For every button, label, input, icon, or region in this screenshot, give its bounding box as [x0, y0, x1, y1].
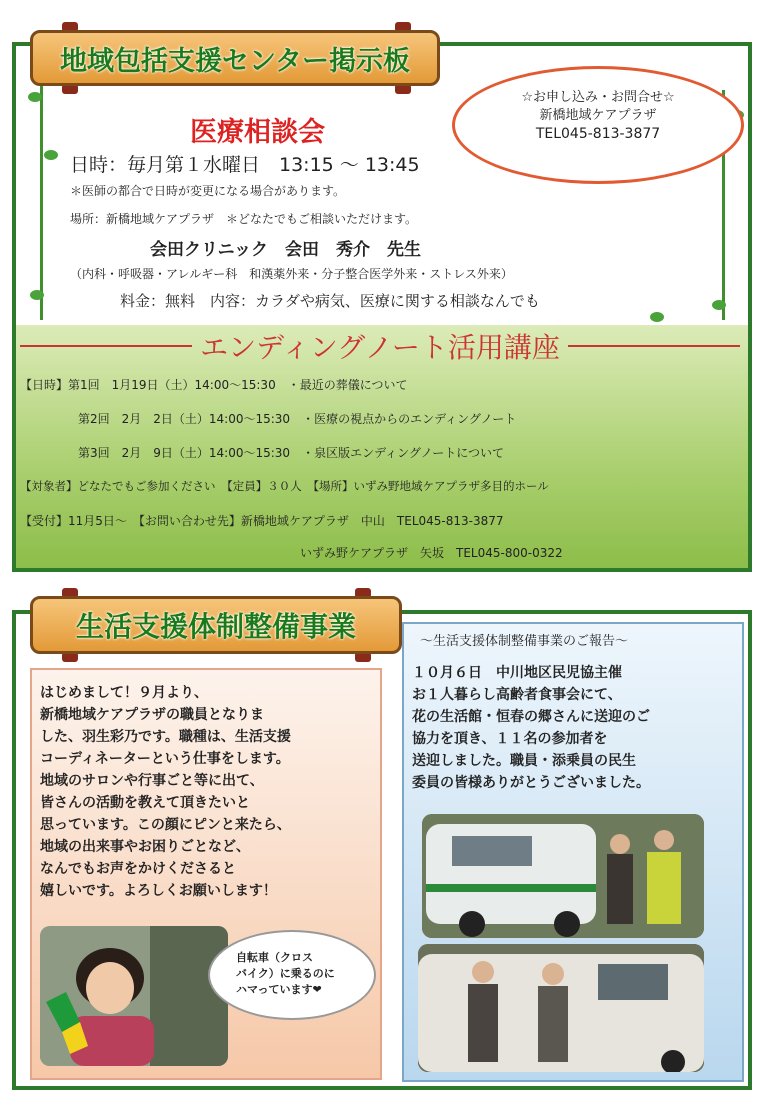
intro-line: した、羽生彩乃です。職種は、生活支援 — [40, 729, 291, 745]
contact-phone: TEL045-813-3877 — [535, 126, 661, 142]
van-photo-1 — [422, 814, 704, 938]
consultation-place: 場所：新橋地域ケアプラザ ＊どなたでもご相談いただけます。 — [70, 212, 418, 226]
intro-line: 地域の出来事やお困りごとなど、 — [40, 839, 250, 855]
ending-target: 【対象者】どなたでもご参加ください 【定員】３０人 【場所】いずみ野地域ケアプラザ多目的ホール — [20, 479, 549, 493]
intro-text — [40, 682, 380, 902]
intro-line: はじめまして！９月より、 — [40, 685, 208, 701]
ending-note-title-text: エンディングノート活用講座 — [200, 331, 560, 364]
report-line: １０月６日 中川地区民児協主催 — [412, 665, 622, 681]
consultation-title: 医療相談会 — [190, 117, 325, 148]
ending-schedule-3: 第3回 2月 9日（土）14:00～15:30 ・泉区版エンディングノートについて — [78, 446, 505, 460]
speech-bubble — [208, 930, 376, 1020]
consultation-doctor: 会田クリニック 会田 秀介 先生 — [150, 240, 421, 260]
consultation-date: 日時：毎月第１水曜日 13:15 ～ 13:45 — [70, 154, 420, 176]
consultation-departments: （内科・呼吸器・アレルギー科 和漢薬外来・分子整合医学外来・ストレス外来） — [70, 267, 513, 281]
bulletin-banner-title: 地域包括支援センター掲示板 — [30, 30, 440, 86]
leaf-icon — [44, 150, 58, 160]
ending-reception-2: いずみ野ケアプラザ 矢坂 TEL045-800-0322 — [300, 546, 563, 560]
van-photo-2-illustration — [418, 944, 704, 1072]
report-line: 委員の皆様ありがとうございました。 — [412, 775, 650, 791]
intro-line: 皆さんの活動を教えて頂きたいと — [40, 795, 250, 811]
ending-note-title — [20, 326, 740, 366]
contact-place: 新橋地域ケアプラザ — [539, 108, 657, 123]
leaf-icon — [650, 312, 664, 322]
leaf-icon — [28, 92, 42, 102]
consultation-fee: 料金：無料 内容：カラダや病気、医療に関する相談なんでも — [120, 292, 540, 310]
ending-reception: 【受付】11月5日～ 【お問い合わせ先】新橋地域ケアプラザ 中山 TEL045-813-3877 — [20, 514, 504, 528]
speech-line: 自転車（クロス — [236, 951, 313, 964]
title-rule-left — [20, 345, 192, 347]
title-rule-right — [568, 345, 740, 347]
van-photo-2 — [418, 944, 704, 1072]
intro-line: 地域のサロンや行事ごと等に出て、 — [40, 773, 264, 789]
leaf-icon — [712, 300, 726, 310]
staff-photo — [40, 926, 228, 1066]
intro-line: 嬉しいです。よろしくお願いします！ — [40, 883, 277, 899]
speech-line: ハマっています❤ — [236, 983, 322, 996]
leaf-icon — [30, 290, 44, 300]
ending-schedule-2: 第2回 2月 2日（土）14:00～15:30 ・医療の視点からのエンディングノート — [78, 412, 517, 426]
contact-oval — [452, 66, 744, 184]
report-line: 協力を頂き、１１名の参加者を — [412, 731, 608, 747]
staff-photo-illustration — [40, 926, 228, 1066]
report-line: 送迎しました。職員・添乗員の民生 — [412, 753, 636, 769]
report-line: お１人暮らし高齢者食事会にて、 — [412, 687, 622, 703]
speech-line: バイク）に乗るのに — [236, 967, 335, 980]
consultation-note: ＊医師の都合で日時が変更になる場合があります。 — [70, 184, 346, 198]
support-banner-title: 生活支援体制整備事業 — [30, 596, 402, 654]
vine-left — [40, 70, 43, 320]
contact-heading: ☆お申し込み・お問合せ☆ — [521, 90, 675, 105]
ending-schedule-1: 【日時】第1回 1月19日（土）14:00～15:30 ・最近の葬儀について — [20, 378, 408, 392]
intro-line: 新橋地域ケアプラザの職員となりま — [40, 707, 264, 723]
intro-line: コーディネーターという仕事をします。 — [40, 751, 290, 767]
van-photo-1-illustration — [422, 814, 704, 938]
report-text — [412, 662, 742, 794]
intro-line: なんでもお声をかけくださると — [40, 861, 236, 877]
intro-line: 思っています。この顔にピンと来たら、 — [40, 817, 291, 833]
report-heading: ～生活支援体制整備事業のご報告～ — [420, 634, 629, 649]
report-line: 花の生活館・恒春の郷さんに送迎のご — [412, 709, 650, 725]
